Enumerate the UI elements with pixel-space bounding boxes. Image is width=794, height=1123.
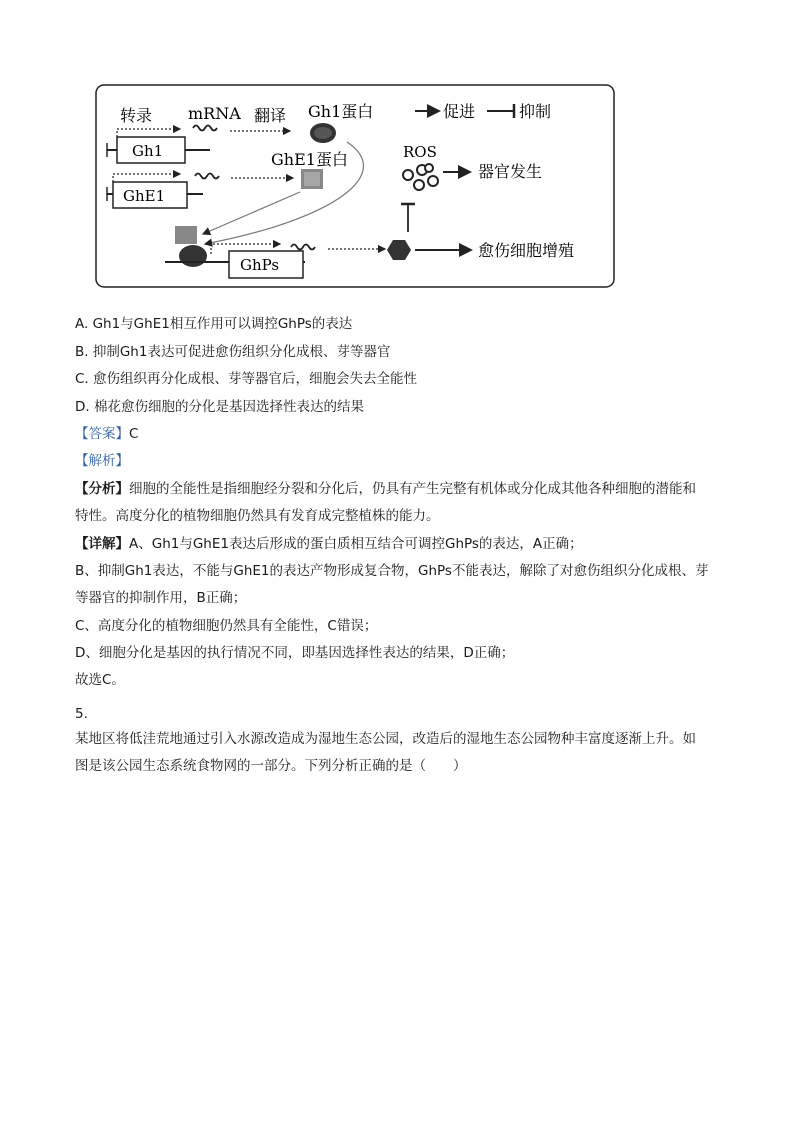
ghe1-complex-icon	[175, 226, 197, 244]
legend-inhibit-label: 抑制	[519, 102, 552, 121]
fenxi-text-1: 细胞的全能性是指细胞经分裂和分化后，仍具有产生完整有机体或分化成其他各种细胞的潜能和	[129, 481, 696, 497]
question5-line2: 图是该公园生态系统食物网的一部分。下列分析正确的是（ ）	[75, 758, 467, 774]
translation-label: 翻译	[254, 106, 287, 125]
ghps-gene-label: GhPs	[240, 256, 280, 274]
gh1-protein-label: Gh1蛋白	[308, 102, 374, 121]
gene-regulation-diagram	[95, 84, 615, 288]
ros-label: ROS	[403, 143, 437, 161]
callus-proliferation-label: 愈伤细胞增殖	[478, 241, 575, 260]
option-c: C. 愈伤组织再分化成根、芽等器官后，细胞会失去全能性	[75, 371, 418, 387]
xiangjie-line-a	[75, 538, 583, 552]
fenxi-line2: 特性。高度分化的植物细胞仍然具有发育成完整植株的能力。	[75, 508, 440, 524]
fenxi-line1	[75, 483, 696, 497]
xiangjie-a: A、Gh1与GhE1表达后形成的蛋白质相互结合可调控GhPs的表达，A正确；	[129, 536, 583, 552]
xiangjie-conclusion: 故选C。	[75, 672, 125, 688]
answer-line	[75, 428, 138, 442]
option-d: D. 棉花愈伤细胞的分化是基因选择性表达的结果	[75, 399, 364, 415]
legend-promote-label: 促进	[443, 102, 476, 121]
question5-line1: 某地区将低洼荒地通过引入水源改造成为湿地生态公园，改造后的湿地生态公园物种丰富度逐渐上升。如	[75, 731, 696, 747]
answer-value: C	[129, 426, 139, 442]
answer-tag: 【答案】	[75, 426, 129, 442]
fenxi-tag: 【分析】	[75, 481, 129, 497]
question5-number: 5.	[75, 706, 88, 722]
xiangjie-b2: 等器官的抑制作用，B正确；	[75, 590, 247, 606]
ghe1-protein-label: GhE1蛋白	[271, 150, 348, 169]
organogenesis-label: 器官发生	[478, 162, 543, 181]
gh1-gene-label: Gh1	[132, 142, 164, 160]
xiangjie-c: C、高度分化的植物细胞仍然具有全能性，C错误；	[75, 618, 378, 634]
gh1-complex-icon	[179, 245, 207, 267]
xiangjie-b1: B、抑制Gh1表达，不能与GhE1的表达产物形成复合物，GhPs不能表达，解除了对愈伤组织分化成根、芽	[75, 563, 709, 579]
option-a: A. Gh1与GhE1相互作用可以调控GhPs的表达	[75, 316, 353, 332]
ghe1-gene-label: GhE1	[123, 187, 166, 205]
xiangjie-d: D、细胞分化是基因的执行情况不同，即基因选择性表达的结果，D正确；	[75, 645, 515, 661]
mrna-label: mRNA	[188, 104, 241, 123]
option-b: B. 抑制Gh1表达可促进愈伤组织分化成根、芽等器官	[75, 344, 391, 360]
analysis-tag: 【解析】	[75, 453, 129, 469]
transcription-label: 转录	[120, 106, 153, 125]
xiangjie-tag: 【详解】	[75, 536, 129, 552]
